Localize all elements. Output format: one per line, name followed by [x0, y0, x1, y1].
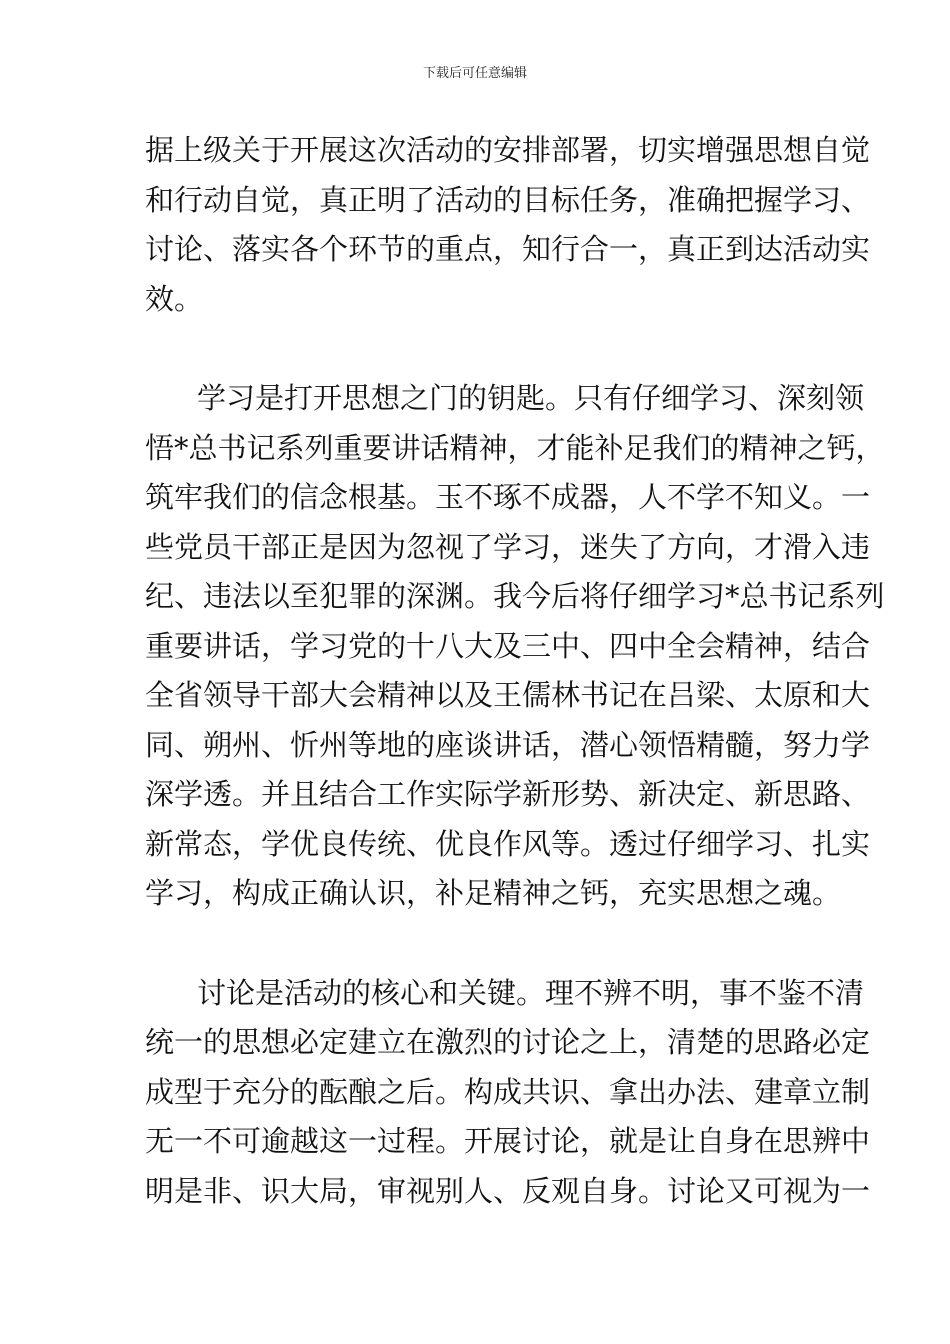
paragraph-2 — [145, 374, 885, 919]
text-line: 学习是打开思想之门的钥匙。只有仔细学习、深刻领 — [197, 381, 865, 415]
text-line: 和行动自觉，真正明了活动的目标任务，准确把握学习、 — [145, 182, 871, 217]
text-line: 讨论是活动的核心和关键。理不辨不明，事不鉴不清 — [197, 975, 865, 1010]
text-line: 深学透。并且结合工作实际学新形势、新决定、新思路、 — [145, 777, 871, 811]
paragraph-3 — [145, 969, 871, 1217]
text-line: 些党员干部正是因为忽视了学习，迷失了方向，才滑入违 — [145, 529, 871, 564]
text-line: 效。 — [145, 281, 204, 316]
text-line: 重要讲话，学习党的十八大及三中、四中全会精神，结合 — [145, 628, 871, 663]
text-line: 讨论、落实各个环节的重点，知行合一，真正到达活动实 — [145, 232, 871, 266]
text-line: 无一不可逾越这一过程。开展讨论，就是让自身在思辨中 — [145, 1124, 871, 1158]
text-line: 统一的思想必定建立在激烈的讨论之上，清楚的思路必定 — [145, 1025, 871, 1059]
text-line: 悟*总书记系列重要讲话精神，才能补足我们的精神之钙， — [145, 430, 885, 465]
text-line: 明是非、识大局，审视别人、反观自身。讨论又可视为一 — [145, 1173, 871, 1208]
document-body — [145, 126, 885, 1216]
text-line: 学习，构成正确认识，补足精神之钙，充实思想之魂。 — [145, 876, 842, 910]
text-line: 据上级关于开展这次活动的安排部署，切实增强思想自觉 — [145, 133, 871, 167]
paragraph-1 — [145, 126, 871, 324]
text-line: 纪、违法以至犯罪的深渊。我今后将仔细学习*总书记系列 — [145, 579, 885, 613]
text-line: 全省领导干部大会精神以及王儒林书记在吕梁、太原和大 — [145, 678, 871, 712]
page-header: 下载后可任意编辑 — [422, 66, 527, 81]
text-line: 同、朔州、忻州等地的座谈讲话，潜心领悟精髓，努力学 — [145, 727, 871, 762]
text-line: 新常态，学优良传统、优良作风等。透过仔细学习、扎实 — [145, 826, 871, 861]
text-line: 筑牢我们的信念根基。玉不琢不成器，人不学不知义。一 — [145, 480, 871, 514]
text-line: 成型于充分的酝酿之后。构成共识、拿出办法、建章立制 — [145, 1074, 871, 1109]
